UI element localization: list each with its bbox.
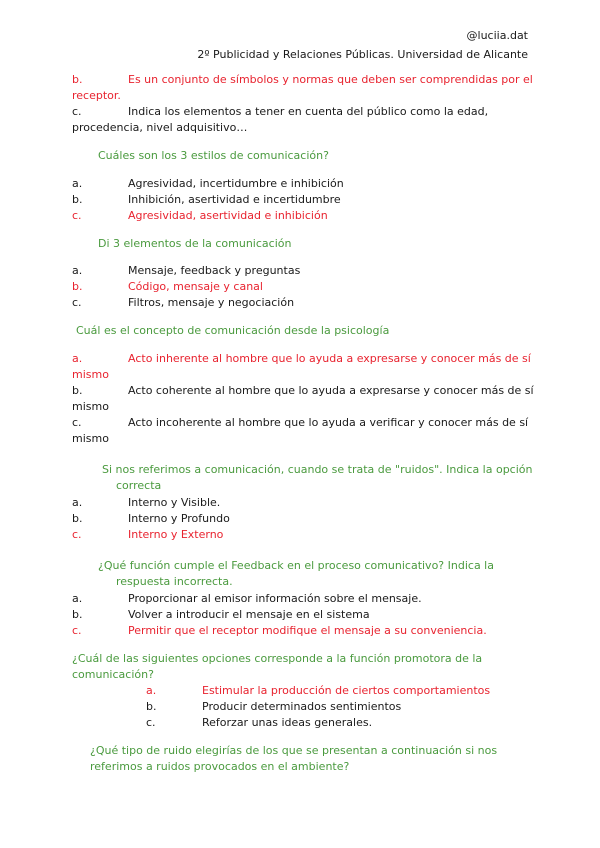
option-letter: b. xyxy=(72,512,83,525)
question-4: Si nos referimos a comunicación, cuando se trata de "ruidos". Indica la opción xyxy=(102,463,533,476)
option-text: Producir determinados sentimientos xyxy=(202,700,402,713)
option-text: Acto coherente al hombre que lo ayuda a expresarse y conocer más de sí xyxy=(128,384,534,397)
option-b xyxy=(72,383,532,399)
option-text: Mensaje, feedback y preguntas xyxy=(128,264,301,277)
option-text: Filtros, mensaje y negociación xyxy=(128,296,295,309)
option-text: Estimular la producción de ciertos comportamientos xyxy=(202,684,491,697)
option-text-continuation: mismo xyxy=(72,400,109,413)
option-text: Indica los elementos a tener en cuenta del público como la edad, xyxy=(128,105,489,118)
course-header: 2º Publicidad y Relaciones Públicas. Universidad de Alicante xyxy=(197,48,528,61)
option-letter: c. xyxy=(72,624,82,637)
option-a xyxy=(72,176,532,192)
question-5-continuation: respuesta incorrecta. xyxy=(116,575,233,588)
option-c-correct xyxy=(72,208,532,224)
option-letter: a. xyxy=(146,684,157,697)
option-a-correct xyxy=(72,351,532,367)
option-text: Reforzar unas ideas generales. xyxy=(202,716,373,729)
option-letter: b. xyxy=(72,193,83,206)
option-b xyxy=(72,192,532,208)
option-letter: a. xyxy=(72,177,83,190)
option-c xyxy=(72,415,532,431)
option-letter: b. xyxy=(72,384,83,397)
option-text: Interno y Externo xyxy=(128,528,224,541)
author-handle: @luciia.dat xyxy=(466,29,528,42)
option-text: Acto inherente al hombre que lo ayuda a expresarse y conocer más de sí xyxy=(128,352,531,365)
option-a xyxy=(72,495,532,511)
option-text: Proporcionar al emisor información sobre el mensaje. xyxy=(128,592,422,605)
option-letter: a. xyxy=(72,264,83,277)
question-6-continuation: comunicación? xyxy=(72,668,154,681)
option-text: Es un conjunto de símbolos y normas que deben ser comprendidas por el xyxy=(128,73,533,86)
option-letter: b. xyxy=(146,700,157,713)
question-4-continuation: correcta xyxy=(116,479,162,492)
option-letter: a. xyxy=(72,592,83,605)
option-letter: c. xyxy=(72,296,82,309)
option-text-continuation: mismo xyxy=(72,432,109,445)
option-b xyxy=(146,699,526,715)
option-text-continuation: procedencia, nivel adquisitivo… xyxy=(72,121,248,134)
option-text: Permitir que el receptor modifique el mensaje a su conveniencia. xyxy=(128,624,487,637)
option-c xyxy=(72,295,532,311)
option-text-continuation: receptor. xyxy=(72,89,121,102)
option-a xyxy=(72,591,532,607)
option-letter: b. xyxy=(72,608,83,621)
option-text: Interno y Visible. xyxy=(128,496,221,509)
question-6: ¿Cuál de las siguientes opciones corresponde a la función promotora de la xyxy=(72,652,483,665)
option-letter: a. xyxy=(72,496,83,509)
option-b-correct xyxy=(72,279,532,295)
option-letter: c. xyxy=(72,528,82,541)
option-c xyxy=(72,104,532,120)
option-text: Interno y Profundo xyxy=(128,512,230,525)
option-text: Inhibición, asertividad e incertidumbre xyxy=(128,193,341,206)
option-letter: c. xyxy=(72,209,82,222)
option-c-correct xyxy=(72,623,532,639)
question-7-continuation: referimos a ruidos provocados en el ambiente? xyxy=(90,760,350,773)
option-text: Código, mensaje y canal xyxy=(128,280,263,293)
question-1: Cuáles son los 3 estilos de comunicación? xyxy=(98,149,329,162)
option-letter: b. xyxy=(72,280,83,293)
option-text: Agresividad, incertidumbre e inhibición xyxy=(128,177,344,190)
option-letter: c. xyxy=(72,416,82,429)
option-c xyxy=(146,715,526,731)
option-c-correct xyxy=(72,527,532,543)
option-a xyxy=(72,263,532,279)
option-b xyxy=(72,511,532,527)
option-text: Agresividad, asertividad e inhibición xyxy=(128,209,328,222)
option-letter: c. xyxy=(72,105,82,118)
option-text: Acto incoherente al hombre que lo ayuda a verificar y conocer más de sí xyxy=(128,416,529,429)
option-b xyxy=(72,72,532,88)
option-letter: a. xyxy=(72,352,83,365)
option-letter: b. xyxy=(72,73,83,86)
question-5: ¿Qué función cumple el Feedback en el proceso comunicativo? Indica la xyxy=(98,559,494,572)
option-text-continuation: mismo xyxy=(72,368,109,381)
option-a-correct xyxy=(146,683,526,699)
question-7: ¿Qué tipo de ruido elegirías de los que se presentan a continuación si nos xyxy=(90,744,498,757)
option-b xyxy=(72,607,532,623)
option-letter: c. xyxy=(146,716,156,729)
question-3: Cuál es el concepto de comunicación desde la psicología xyxy=(76,324,390,337)
option-text: Volver a introducir el mensaje en el sistema xyxy=(128,608,370,621)
question-2: Di 3 elementos de la comunicación xyxy=(98,237,292,250)
